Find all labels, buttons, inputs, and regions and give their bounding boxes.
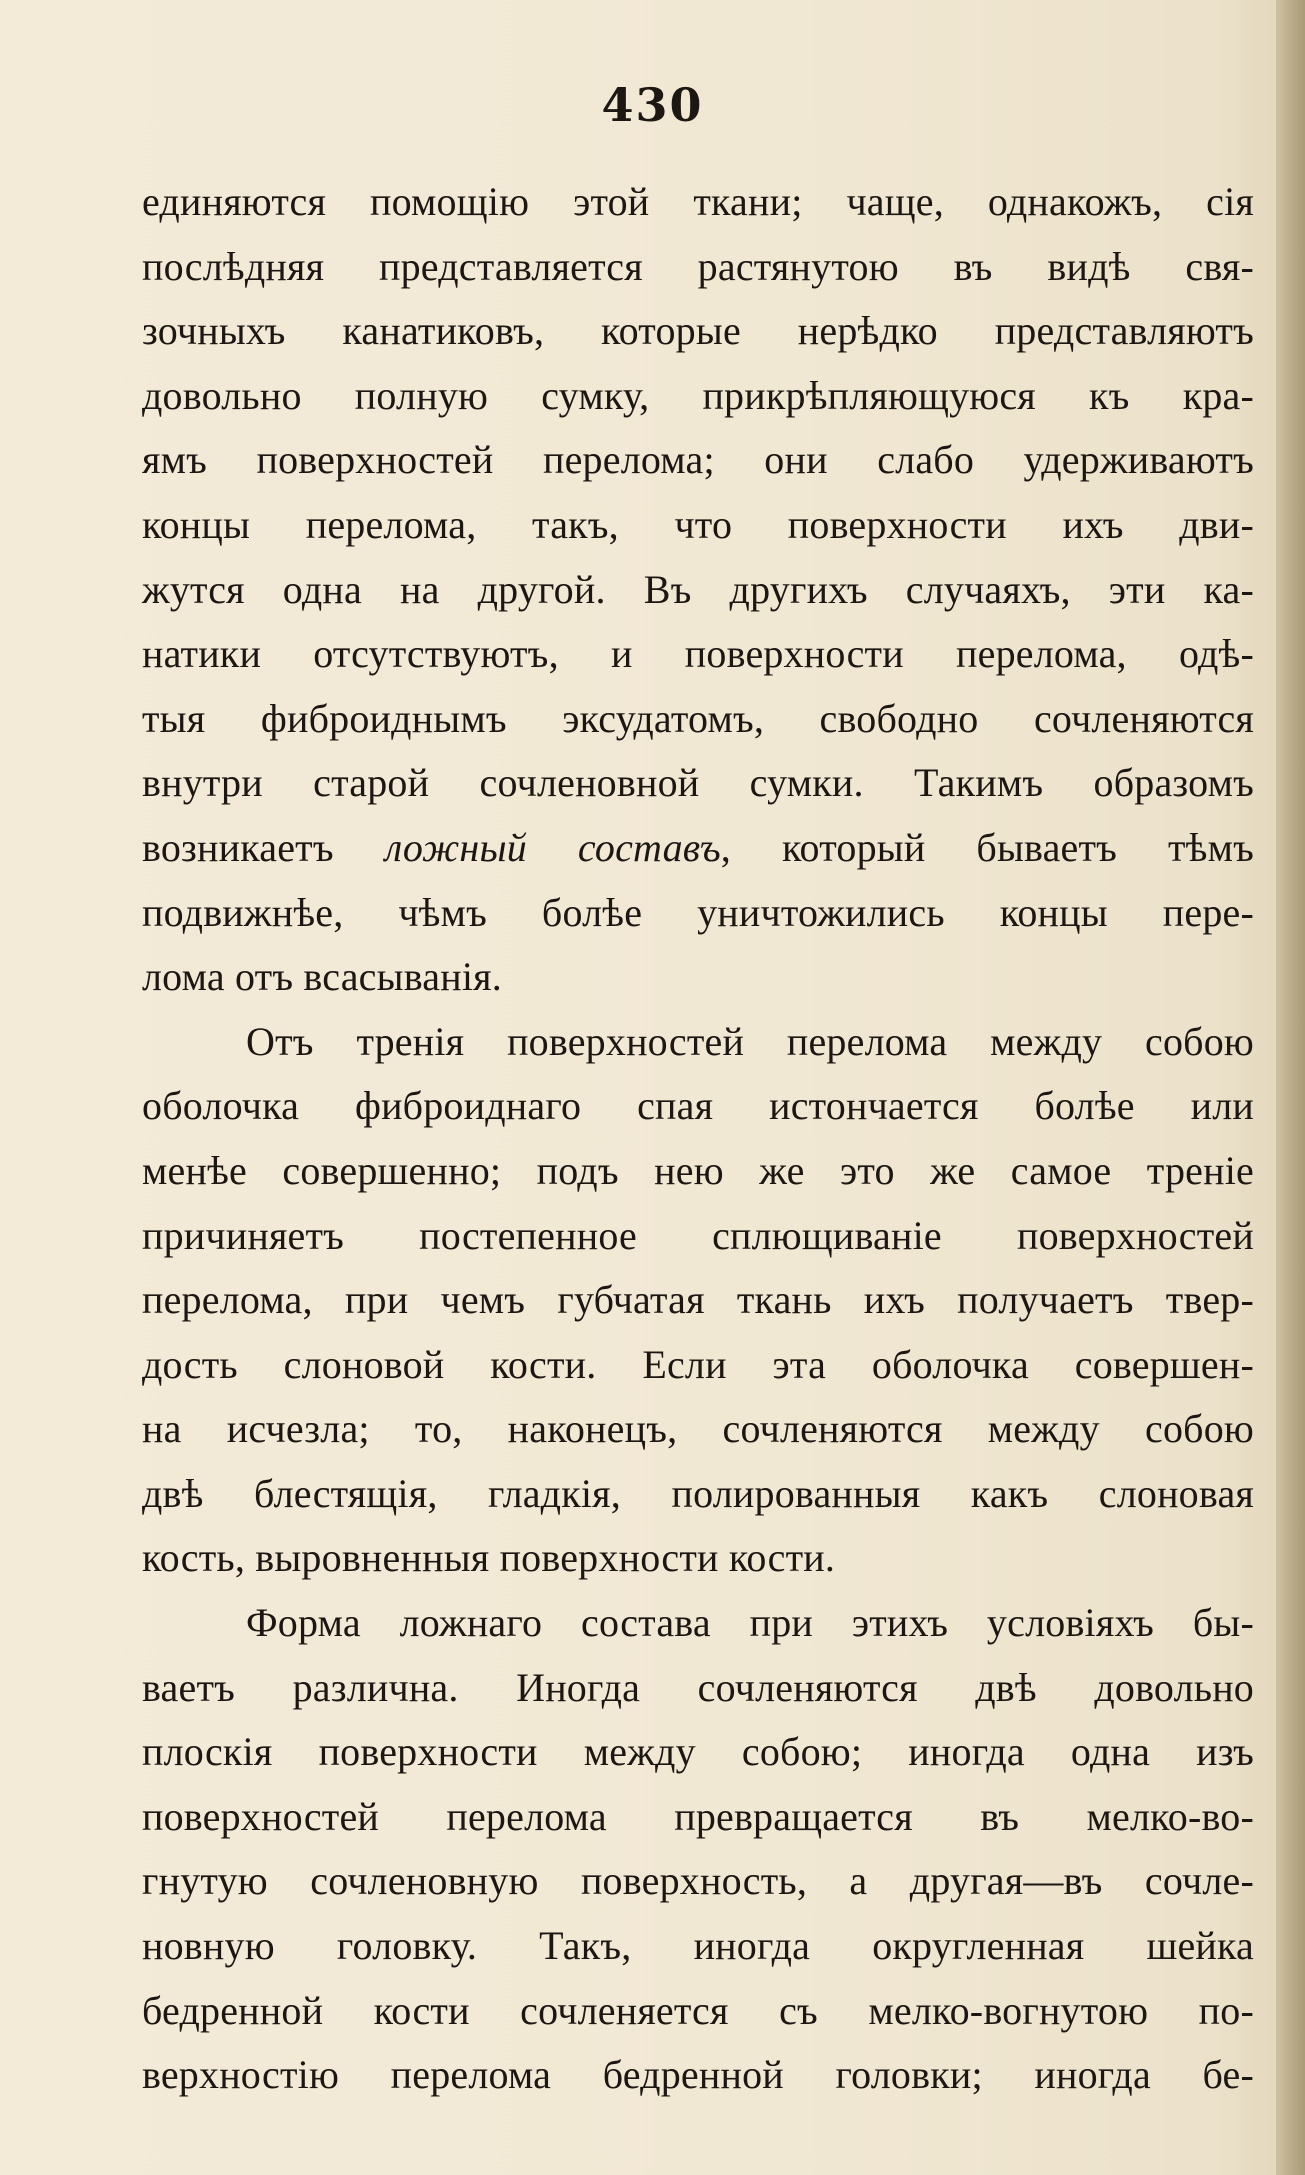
text-line: менѣе совершенно; подъ нею же это же самое треніе bbox=[142, 1147, 1254, 1193]
text-line: причиняетъ постепенное сплющиваніе поверхностей bbox=[142, 1212, 1254, 1258]
body-text bbox=[142, 170, 1254, 2108]
text-fragment: возникаетъ bbox=[142, 824, 385, 870]
page-number: 430 bbox=[601, 78, 704, 132]
text-line: кость, выровненныя поверхности кости. bbox=[142, 1535, 836, 1581]
text-line: ямъ поверхностей перелома; они слабо удерживаютъ bbox=[142, 437, 1254, 483]
text-line: послѣдняя представляется растянутою въ видѣ свя- bbox=[142, 243, 1254, 289]
text-line: на исчезла; то, наконецъ, сочленяются между собою bbox=[142, 1406, 1254, 1452]
text-line: Форма ложнаго состава при этихъ условіяхъ бы- bbox=[246, 1600, 1254, 1646]
text-line: оболочка фиброиднаго спая истончается болѣе или bbox=[142, 1083, 1254, 1129]
text-line: гнутую сочленовную поверхность, а другая—въ сочле- bbox=[142, 1858, 1254, 1904]
text-line: подвижнѣе, чѣмъ болѣе уничтожились концы пере- bbox=[142, 889, 1254, 935]
text-line: концы перелома, такъ, что поверхности ихъ дви- bbox=[142, 501, 1254, 547]
text-line: ваетъ различна. Иногда сочленяются двѣ довольно bbox=[142, 1664, 1254, 1710]
text-line: двѣ блестящія, гладкія, полированныя какъ слоновая bbox=[142, 1470, 1254, 1516]
text-line: перелома, при чемъ губчатая ткань ихъ получаетъ твер- bbox=[142, 1277, 1254, 1323]
text-line: единяются помощію этой ткани; чаще, однакожъ, сія bbox=[142, 179, 1254, 224]
text-line: жутся одна на другой. Въ другихъ случаяхъ, эти ка- bbox=[142, 566, 1254, 612]
text-line: дость слоновой кости. Если эта оболочка совершен- bbox=[142, 1341, 1254, 1387]
text-line: натики отсутствуютъ, и поверхности перелома, одѣ- bbox=[142, 631, 1254, 677]
text-line: верхностію перелома бедренной головки; иногда бе- bbox=[142, 2052, 1254, 2098]
text-line: тыя фиброиднымъ эксудатомъ, свободно сочленяются bbox=[142, 695, 1254, 741]
text-line: зочныхъ канатиковъ, которые нерѣдко представляютъ bbox=[142, 308, 1254, 354]
text-line bbox=[142, 816, 1254, 881]
text-fragment: , который бываетъ тѣмъ bbox=[720, 824, 1254, 870]
emphasized-term: ложный составъ bbox=[384, 824, 721, 870]
text-line: внутри старой сочленовной сумки. Такимъ образомъ bbox=[142, 760, 1254, 806]
text-line: довольно полную сумку, прикрѣпляющуюся къ кра- bbox=[142, 372, 1254, 418]
text-line: плоскія поверхности между собою; иногда одна изъ bbox=[142, 1729, 1254, 1775]
text-line: поверхностей перелома превращается въ мелко-во- bbox=[142, 1793, 1254, 1839]
text-line: лома отъ всасыванія. bbox=[142, 954, 502, 1000]
text-line: новную головку. Такъ, иногда округленная шейка bbox=[142, 1923, 1254, 1969]
page-edge bbox=[1276, 0, 1305, 2175]
text-line: Отъ тренія поверхностей перелома между собою bbox=[246, 1018, 1254, 1064]
text-line: бедренной кости сочленяется съ мелко-вогнутою по- bbox=[142, 1987, 1254, 2033]
